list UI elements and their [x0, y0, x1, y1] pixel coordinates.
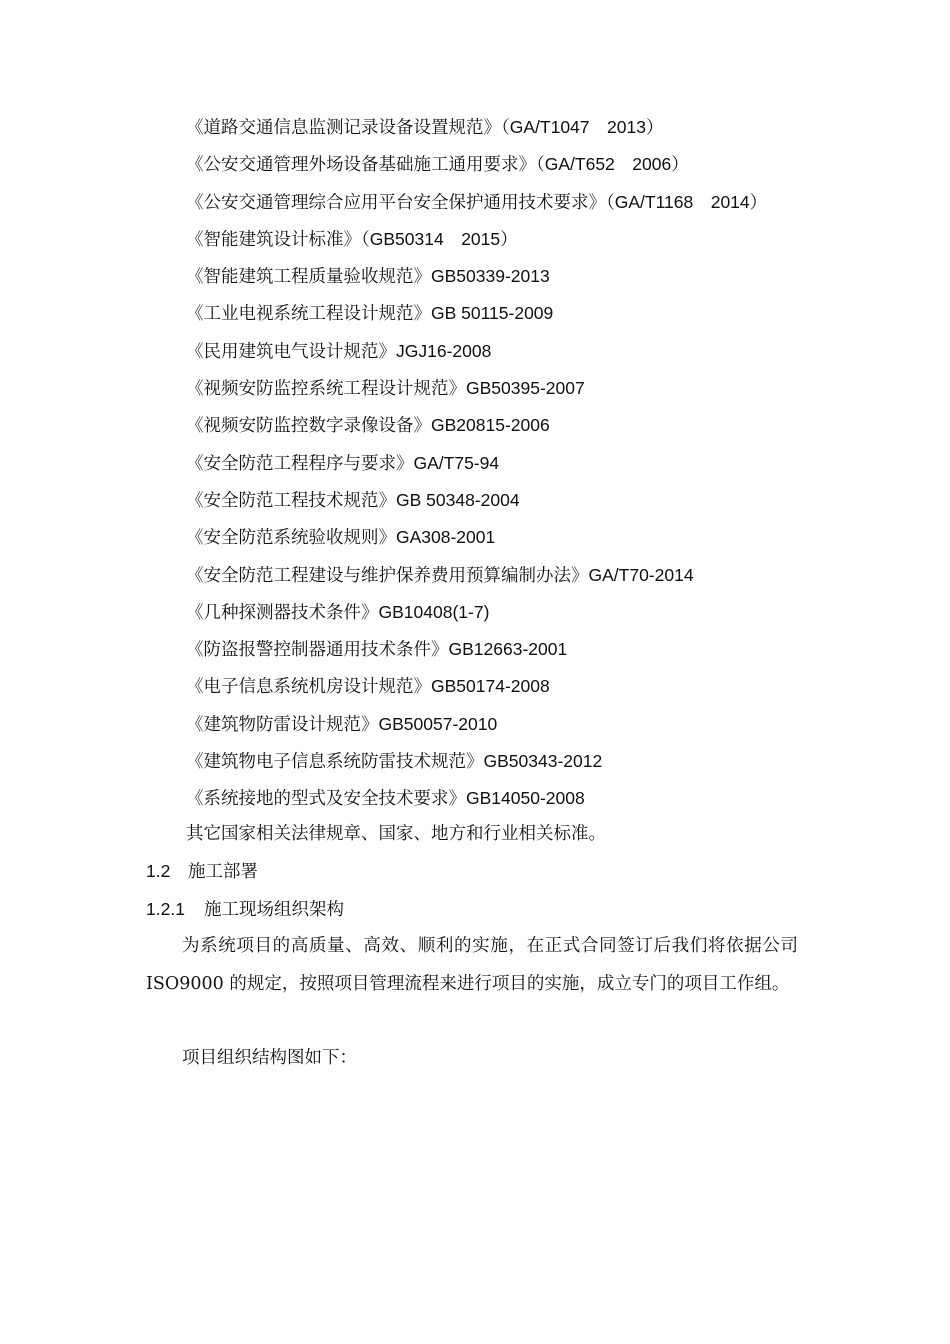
standard-title: 《防盗报警控制器通用技术条件》 [186, 640, 449, 661]
standard-item [186, 187, 886, 224]
standard-code: （GB50314 2015） [361, 228, 518, 249]
standard-item [186, 709, 886, 746]
section-heading-1-2-1 [146, 894, 344, 925]
standard-code: GB 50348-2004 [396, 489, 520, 510]
standard-title: 《安全防范工程技术规范》 [186, 490, 396, 511]
standard-code: GA/T70-2014 [588, 564, 694, 585]
standard-code: GB12663-2001 [448, 639, 568, 660]
standard-code: GB50395-2007 [466, 378, 585, 399]
standard-item [186, 671, 886, 708]
standard-item [186, 560, 886, 597]
standard-title: 《安全防范工程建设与维护保养费用预算编制办法》 [186, 565, 589, 586]
standard-title: 《电子信息系统机房设计规范》 [186, 677, 431, 698]
body-paragraph: 为系统项目的高质量、高效、顺利的实施，在正式合同签订后我们将依据公司 ISO9000 的规定，按照项目管理流程来进行项目的实施，成立专门的项目工作组。 [146, 936, 798, 994]
standard-title: 《公安交通管理外场设备基础施工通用要求》 [186, 155, 536, 176]
standard-item [186, 783, 886, 820]
standard-item [186, 373, 886, 410]
standard-item [186, 485, 886, 522]
standard-title: 《智能建筑工程质量验收规范》 [186, 267, 431, 288]
body-paragraph: 项目组织结构图如下： [182, 1048, 357, 1068]
standard-code: GB50057-2010 [378, 713, 498, 734]
closing-line: 其它国家相关法律规章、国家、地方和行业相关标准。 [186, 824, 606, 844]
standard-title: 《视频安防监控数字录像设备》 [186, 416, 431, 437]
standard-code: GA/T75-94 [413, 452, 500, 473]
standard-item [186, 224, 886, 261]
standard-item [186, 410, 886, 447]
section-title: 施工现场组织架构 [204, 900, 344, 920]
standard-title: 《公安交通管理综合应用平台安全保护通用技术要求》 [186, 192, 606, 213]
standard-item [186, 298, 886, 335]
standard-title: 《几种探测器技术条件》 [186, 602, 379, 623]
standard-code: （GA/T1047 2013） [501, 117, 664, 137]
standard-item [186, 448, 886, 485]
standard-title: 《建筑物防雷设计规范》 [186, 714, 379, 735]
standard-code: GB50174-2008 [431, 676, 550, 697]
standard-title: 《智能建筑设计标准》 [186, 229, 361, 250]
standard-title: 《系统接地的型式及安全技术要求》 [186, 789, 466, 810]
standards-list [186, 112, 886, 821]
section-title: 施工部署 [188, 862, 258, 882]
standard-code: GB14050-2008 [466, 788, 585, 809]
standard-code: （GA/T1168 2014） [606, 191, 768, 212]
standard-title: 《安全防范系统验收规则》 [186, 528, 396, 549]
standard-item [186, 746, 886, 783]
standard-code: JGJ16-2008 [396, 340, 492, 361]
standard-title: 《工业电视系统工程设计规范》 [186, 304, 431, 325]
section-number: 1.2 [146, 861, 171, 881]
standard-code: GA308-2001 [396, 527, 496, 548]
standard-title: 《建筑物电子信息系统防雷技术规范》 [186, 752, 484, 773]
standard-item [186, 261, 886, 298]
standard-item [186, 597, 886, 634]
standard-title: 《民用建筑电气设计规范》 [186, 341, 396, 362]
standard-code: GB50339-2013 [431, 266, 550, 287]
standard-item [186, 336, 886, 373]
standard-item [186, 149, 886, 186]
standard-code: GB20815-2006 [431, 415, 550, 436]
standard-code: GB50343-2012 [483, 751, 603, 772]
standard-item [186, 112, 886, 149]
standard-title: 《视频安防监控系统工程设计规范》 [186, 379, 466, 400]
standard-item [186, 522, 886, 559]
standard-code: （GA/T652 2006） [536, 154, 689, 175]
standard-code: GB 50115-2009 [431, 303, 554, 324]
standard-item [186, 634, 886, 671]
standard-title: 《安全防范工程程序与要求》 [186, 453, 414, 474]
standard-title: 《道路交通信息监测记录设备设置规范》 [186, 118, 501, 138]
section-number: 1.2.1 [146, 899, 185, 919]
standard-code: GB10408(1-7) [378, 601, 490, 622]
section-heading-1-2 [146, 856, 258, 887]
